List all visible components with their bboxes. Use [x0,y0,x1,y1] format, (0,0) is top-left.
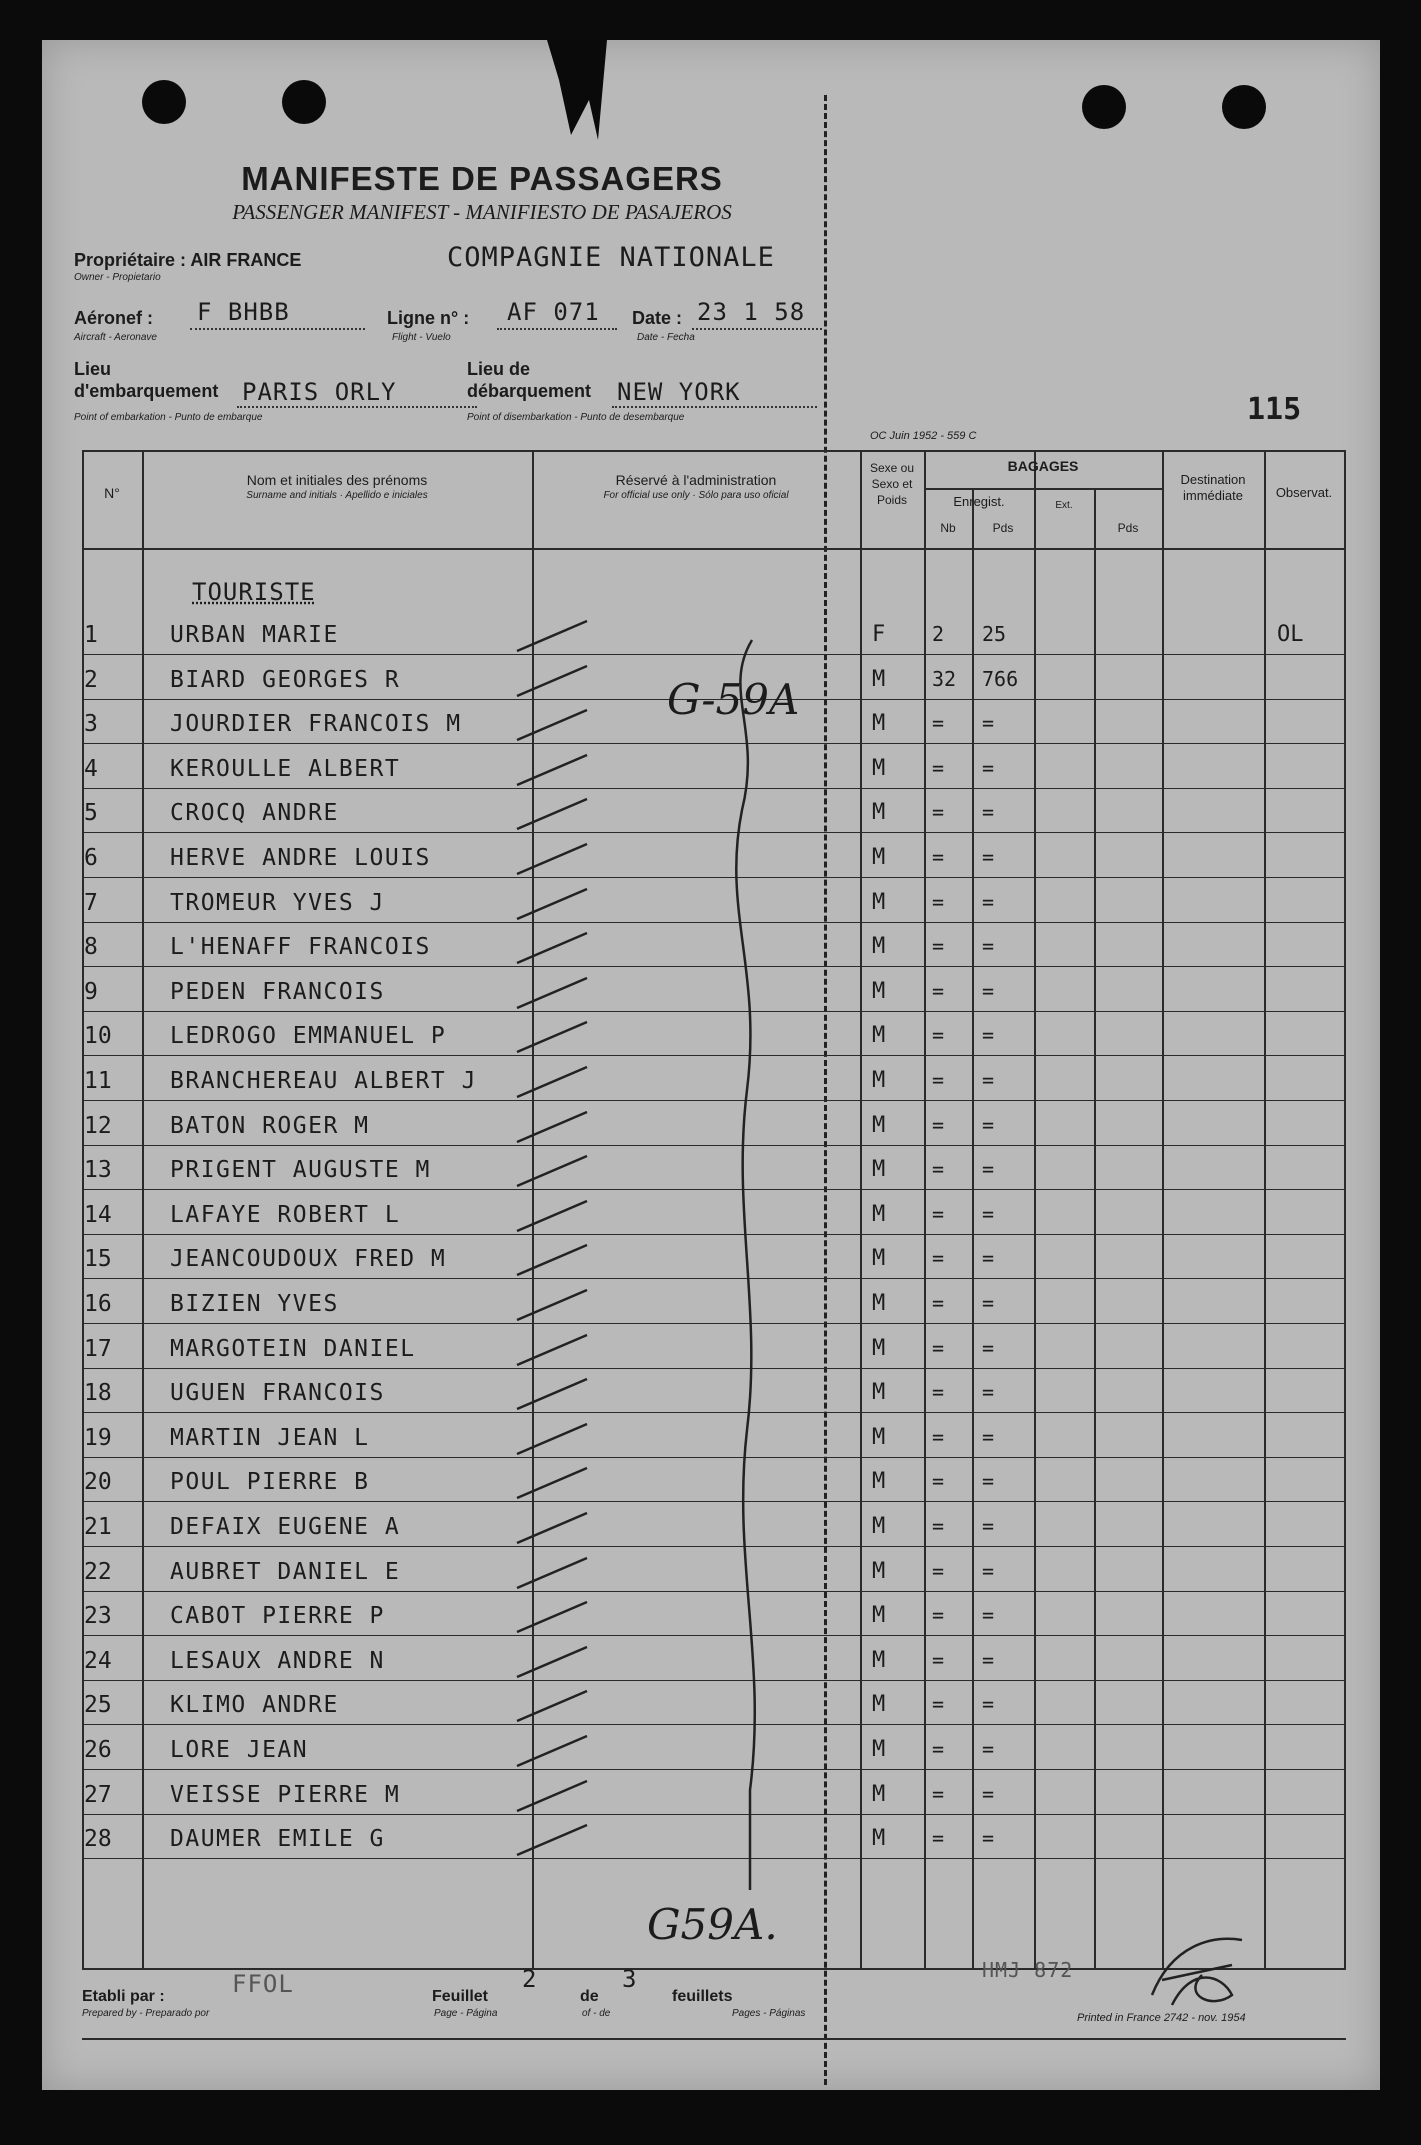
passenger-number: 22 [84,1558,112,1585]
passenger-sex: M [872,889,886,915]
passenger-sex: M [872,1692,886,1718]
passenger-name: CROCQ ANDRE [170,800,339,827]
sheet-label: Feuillet [432,1988,489,2005]
of-value: 3 [622,1965,638,1993]
aircraft-sub: Aircraft - Aeronave [74,332,157,343]
passenger-number: 1 [84,622,98,648]
baggage-weight: = [982,755,995,780]
page-number: 115 [1247,392,1302,427]
aircraft-value: F BHBB [197,298,290,326]
col-header-enreg: Enregist. [953,494,1005,509]
passenger-name: BIZIEN YVES [170,1291,339,1317]
baggage-count: = [932,1469,945,1494]
col-header-nb: Nb [940,521,956,535]
passenger-name: LESAUX ANDRE N [170,1647,385,1674]
embark-sub: Point of embarkation - Punto de embarque [74,412,263,423]
passenger-sex: M [872,800,886,826]
passenger-number: 20 [84,1469,112,1496]
baggage-weight: = [982,1647,995,1672]
passenger-number: 18 [84,1380,112,1407]
passenger-observation: OL [1277,622,1304,647]
passenger-sex: M [872,1246,886,1272]
baggage-weight: = [982,1469,995,1494]
passenger-sex: M [872,1558,886,1584]
passenger-sex: M [872,755,886,781]
page-sub: Page - Página [434,2008,498,2019]
col-header-name [142,472,532,504]
passenger-name: KEROULLE ALBERT [170,755,401,782]
baggage-count: = [932,1023,945,1048]
passenger-sex: M [872,1781,886,1807]
passenger-sex: M [872,1826,886,1852]
baggage-count: = [932,1291,945,1315]
baggage-weight: 25 [982,622,1007,646]
baggage-weight: = [982,1112,995,1137]
baggage-weight: = [982,889,995,914]
pages-sub: Pages - Páginas [732,2008,806,2019]
passenger-sex: M [872,1201,886,1227]
punch-hole [282,80,326,124]
passenger-name: PEDEN FRANCOIS [170,978,385,1005]
passenger-number: 26 [84,1737,112,1763]
passenger-sex: M [872,711,886,737]
col-line [1344,450,1346,1970]
baggage-weight: = [982,845,995,869]
baggage-count: = [932,1157,945,1182]
baggage-weight: 766 [982,666,1019,691]
passenger-sex: M [872,1514,886,1539]
punch-hole [1082,85,1126,129]
col-header-pds2: Pds [1117,521,1139,535]
sheet-value: 2 [522,1965,538,1993]
passenger-number: 15 [84,1246,112,1273]
passenger-number: 13 [84,1157,112,1184]
baggage-weight: = [982,934,995,959]
baggage-count: = [932,711,945,736]
baggage-count: = [932,1647,945,1672]
passenger-name: DAUMER EMILE G [170,1826,385,1853]
date-sub: Date - Fecha [637,332,695,343]
passenger-name: L'HENAFF FRANCOIS [170,934,431,961]
passenger-number: 3 [84,711,98,738]
aircraft-underline [190,328,365,330]
baggage-weight: = [982,800,995,825]
passenger-number: 8 [84,934,98,961]
passenger-sex: M [872,1335,886,1361]
col-header-dest: Destination immédiate [1180,472,1246,503]
passenger-name: BIARD GEORGES R [170,666,401,693]
passenger-sex: M [872,666,886,692]
prepared-value: FFOL [232,1970,294,1998]
passenger-name: MARTIN JEAN L [170,1424,370,1451]
embark-underline [237,406,477,408]
baggage-count: = [932,1603,945,1628]
passenger-sex: M [872,934,886,960]
baggage-weight: = [982,1424,995,1449]
passenger-name: POUL PIERRE B [170,1469,370,1496]
passenger-name: UGUEN FRANCOIS [170,1380,385,1407]
col-header-admin [532,472,860,504]
prepared-sub: Prepared by - Preparado por [82,2008,210,2019]
disembark-value: NEW YORK [617,378,741,406]
baggage-count: = [932,1068,945,1092]
col-header-obs: Observat. [1275,485,1333,500]
table-header-border [82,548,1346,550]
passenger-sex: M [872,978,886,1004]
col-header-no: N° [104,485,120,501]
passenger-number: 14 [84,1201,112,1228]
baggage-count: = [932,1692,945,1717]
passenger-number: 2 [84,666,98,693]
baggage-weight: = [982,1514,995,1538]
baggage-count: = [932,755,945,780]
baggage-weight: = [982,1558,995,1583]
baggage-count: = [932,1335,945,1360]
passenger-sex: M [872,1380,886,1406]
printed-note: Printed in France 2742 - nov. 1954 [1077,2012,1246,2024]
col-header-pds: Pds [992,521,1014,535]
aircraft-label: Aéronef : [74,308,154,328]
passenger-name: BATON ROGER M [170,1112,370,1139]
baggage-weight: = [982,1380,995,1405]
baggage-count: = [932,1826,945,1851]
passenger-number: 9 [84,978,98,1005]
baggage-count: = [932,889,945,914]
passenger-sex: M [872,1157,886,1183]
baggage-weight: = [982,1692,995,1717]
form-code: OC Juin 1952 - 559 C [870,430,977,442]
manifest-sheet [42,40,1380,2090]
title-block [182,160,782,225]
line-underline [497,328,617,330]
passenger-name: CABOT PIERRE P [170,1603,385,1630]
passenger-number: 5 [84,800,98,827]
baggage-weight: = [982,1246,995,1271]
passenger-number: 24 [84,1647,112,1674]
owner-sub: Owner - Propietario [74,272,161,283]
baggage-count: = [932,1781,945,1806]
passenger-sex: F [872,622,886,647]
passenger-name: BRANCHEREAU ALBERT J [170,1068,477,1094]
baggage-count: 32 [932,666,957,691]
passenger-name: MARGOTEIN DANIEL [170,1335,416,1362]
passenger-sex: M [872,1424,886,1450]
passenger-sex: M [872,1068,886,1093]
passenger-sex: M [872,1603,886,1629]
manifest-title: MANIFESTE DE PASSAGERS [241,160,723,197]
passenger-number: 16 [84,1291,112,1317]
disembark-label: Lieu de débarquement [467,359,592,401]
passenger-name: LEDROGO EMMANUEL P [170,1023,447,1050]
line-sub: Flight - Vuelo [392,332,451,343]
baggage-count: = [932,800,945,825]
punch-hole [1222,85,1266,129]
line-value: AF 071 [507,298,600,326]
passenger-name: KLIMO ANDRE [170,1692,339,1719]
passenger-number: 6 [84,845,98,871]
passenger-sex: M [872,1647,886,1673]
baggage-count: = [932,978,945,1003]
baggage-count: = [932,934,945,959]
manifest-subtitle: PASSENGER MANIFEST - MANIFIESTO DE PASAJEROS [232,200,732,224]
passenger-name: LORE JEAN [170,1737,309,1763]
baggage-weight: = [982,1335,995,1360]
passenger-sex: M [872,1023,886,1049]
passenger-name: HERVE ANDRE LOUIS [170,845,431,871]
owner-value: COMPAGNIE NATIONALE [447,242,775,273]
embark-value: PARIS ORLY [242,378,397,406]
passenger-name: JOURDIER FRANCOIS M [170,711,462,738]
baggage-weight: = [982,1291,995,1315]
baggage-count: = [932,1424,945,1449]
col-header-bagages: BAGAGES [1007,458,1079,474]
passenger-sex: M [872,1737,886,1762]
passenger-number: 12 [84,1112,112,1139]
bagages-sub-border [924,488,1162,490]
baggage-weight: = [982,1068,995,1092]
passenger-number: 28 [84,1826,112,1853]
admin-annotation-top: G-59A [667,675,800,724]
sheets-label: feuillets [672,1988,733,2005]
passenger-number: 7 [84,889,98,916]
torn-edge [547,40,607,140]
admin-bracket-line [522,610,862,1910]
baggage-count: = [932,1514,945,1538]
passenger-name: DEFAIX EUGENE A [170,1514,401,1540]
passenger-sex: M [872,1291,886,1316]
punch-hole [142,80,186,124]
baggage-weight: = [982,1826,995,1851]
baggage-count: = [932,1737,945,1761]
owner-label: Propriétaire : AIR FRANCE [74,250,302,270]
passenger-name: JEANCOUDOUX FRED M [170,1246,447,1273]
table-top-border [82,450,1346,452]
baggage-weight: = [982,1737,995,1761]
baggage-weight: = [982,1023,995,1048]
embark-label: Lieu d'embarquement [74,359,219,401]
date-value: 23 1 58 [697,298,806,326]
passenger-number: 21 [84,1514,112,1540]
disembark-underline [612,406,817,408]
passenger-number: 25 [84,1692,112,1719]
passenger-number: 27 [84,1781,112,1808]
prepared-label: Etabli par : [82,1988,165,2005]
baggage-weight: = [982,978,995,1003]
baggage-count: = [932,1201,945,1226]
passenger-sex: M [872,845,886,870]
date-underline [692,328,822,330]
col-header-name-label: Nom et initiales des prénoms [246,472,428,488]
baggage-count: = [932,1558,945,1583]
baggage-count: = [932,1246,945,1271]
col-header-sex: Sexe ou Sexo et Poids [869,461,915,507]
baggage-weight: = [982,1157,995,1182]
passenger-name: LAFAYE ROBERT L [170,1201,401,1228]
line-label: Ligne n° : [387,308,470,328]
baggage-count: = [932,845,945,869]
date-label: Date : [632,308,683,328]
passenger-name: VEISSE PIERRE M [170,1781,401,1808]
footer-border [82,2038,1346,2040]
admin-annotation-bottom: G59A. [647,1900,778,1949]
col-header-admin-label: Réservé à l'administration [615,472,777,488]
passenger-sex: M [872,1469,886,1495]
passenger-sex: M [872,1112,886,1138]
passenger-number: 17 [84,1335,112,1362]
baggage-weight: = [982,1201,995,1226]
passenger-number: 4 [84,755,98,782]
stamp-text: HMJ 872 [982,1958,1074,1982]
col-header-ext: Ext. [1055,500,1073,511]
baggage-weight: = [982,711,995,736]
passenger-name: AUBRET DANIEL E [170,1558,401,1585]
passenger-number: 10 [84,1023,112,1050]
passenger-number: 11 [84,1068,112,1094]
baggage-weight: = [982,1603,995,1628]
passenger-name: URBAN MARIE [170,622,339,648]
class-label: TOURISTE [192,578,316,606]
initials-scribble [1132,1925,1262,2015]
col-header-name-sub: Surname and initials · Apellido e iniciales [246,490,428,501]
baggage-count: = [932,1380,945,1405]
of-label: de [580,1988,599,2005]
passenger-name: TROMEUR YVES J [170,889,385,916]
col-header-admin-sub: For official use only · Sólo para uso oficial [603,490,789,501]
passenger-number: 23 [84,1603,112,1630]
baggage-count: = [932,1112,945,1137]
baggage-weight: = [982,1781,995,1806]
of-sub: of - de [582,2008,611,2019]
passenger-name: PRIGENT AUGUSTE M [170,1157,431,1184]
passenger-number: 19 [84,1424,112,1451]
disembark-sub: Point of disembarkation - Punto de desembarque [467,412,685,423]
baggage-count: 2 [932,622,945,646]
